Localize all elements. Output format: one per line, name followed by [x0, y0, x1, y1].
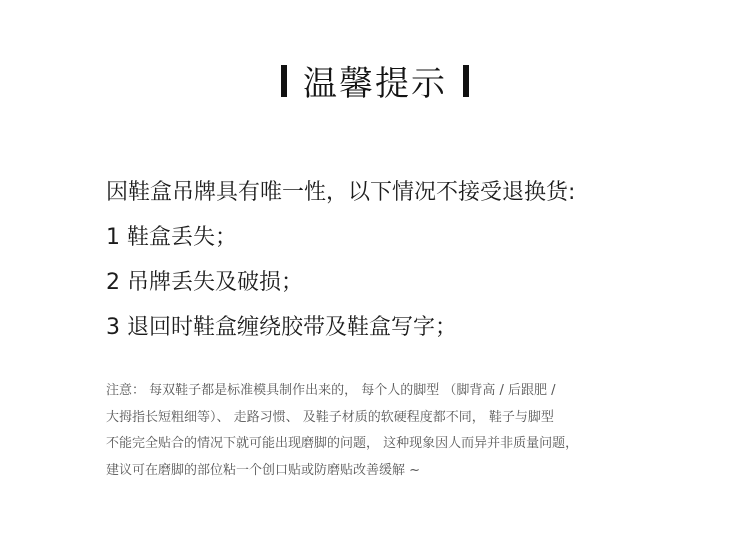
title-left-bar	[281, 65, 287, 97]
fit-disclaimer	[106, 378, 706, 484]
page-title: 温馨提示	[303, 64, 447, 104]
disclaimer-line-2: 大拇指长短粗细等）、 走路习惯、 及鞋子材质的软硬程度都不同， 鞋子与脚型	[106, 409, 554, 425]
notice-item-3: 3 退回时鞋盒缠绕胶带及鞋盒写字；	[106, 315, 457, 340]
title-right-bar	[463, 65, 469, 97]
title-section	[0, 56, 750, 106]
notice-item-1: 1 鞋盒丢失；	[106, 225, 237, 250]
return-policy-notice	[106, 170, 726, 350]
disclaimer-line-4: 建议可在磨脚的部位粘一个创口贴或防磨贴改善缓解 ~	[106, 462, 421, 478]
title-group	[281, 56, 469, 105]
disclaimer-line-1: 注意： 每双鞋子都是标准模具制作出来的， 每个人的脚型 （脚背高 / 后跟肥 /	[106, 383, 556, 398]
notice-intro-line: 因鞋盒吊牌具有唯一性，以下情况不接受退换货:	[106, 180, 576, 205]
disclaimer-line-3: 不能完全贴合的情况下就可能出现磨脚的问题， 这种现象因人而异并非质量问题，	[106, 436, 579, 451]
notice-item-2: 2 吊牌丢失及破损；	[106, 270, 303, 295]
